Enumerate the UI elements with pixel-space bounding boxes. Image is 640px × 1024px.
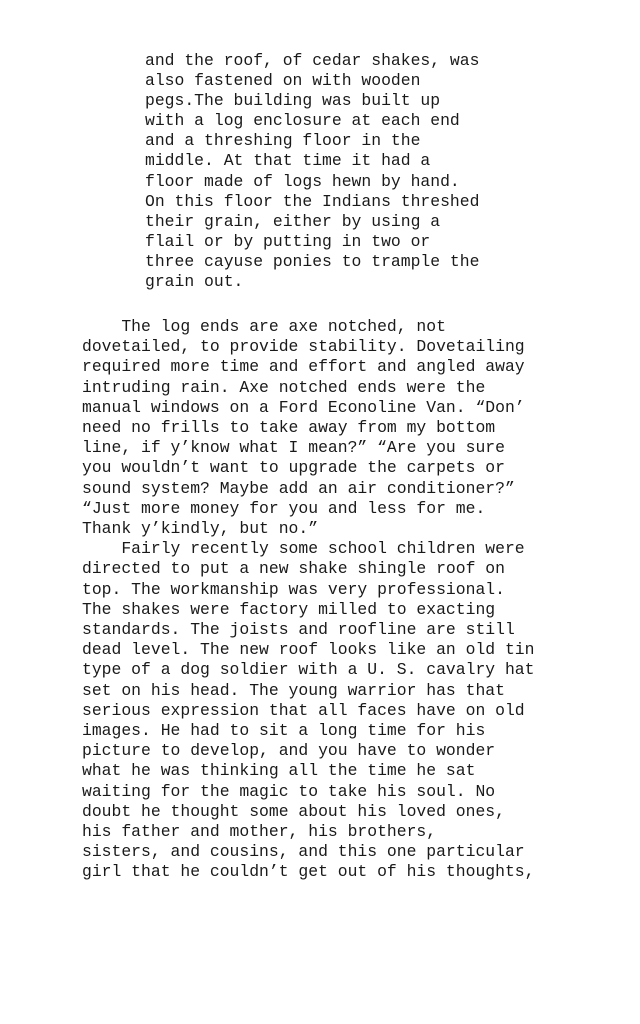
quote-line: with a log enclosure at each end <box>145 111 460 131</box>
quote-line: and the roof, of cedar shakes, was <box>145 51 480 70</box>
body-line: standards. The joists and roofline are still <box>82 620 515 640</box>
quote-line: and a threshing floor in the <box>145 131 421 151</box>
quote-line: On this floor the Indians threshed <box>145 191 480 211</box>
body-line: type of a dog soldier with a U. S. cavalry hat <box>82 660 535 680</box>
body-line: images. He had to sit a long time for his <box>82 721 486 741</box>
body-line: sound system? Maybe add an air conditioner?” <box>82 478 515 498</box>
body-line: Fairly recently some school children were <box>82 539 525 559</box>
body-line: dead level. The new roof looks like an old tin <box>82 640 535 660</box>
quote-line: their grain, either by using a <box>145 211 441 231</box>
body-line: girl that he couldn’t get out of his thoughts, <box>82 862 535 882</box>
body-line: picture to develop, and you have to wonder <box>82 741 496 761</box>
body-text <box>82 317 627 883</box>
quote-line: floor made of logs hewn by hand. <box>145 171 460 191</box>
body-line: doubt he thought some about his loved ones, <box>82 801 505 821</box>
body-line: what he was thinking all the time he sat <box>82 761 476 781</box>
body-line: dovetailed, to provide stability. Dovetailing <box>82 337 525 357</box>
body-line: The log ends are axe notched, not <box>82 317 446 336</box>
quote-line: middle. At that time it had a <box>145 151 431 171</box>
body-line: Thank y’kindly, but no.” <box>82 519 319 539</box>
body-line: you wouldn’t want to upgrade the carpets or <box>82 458 505 478</box>
body-line: top. The workmanship was very professional. <box>82 579 505 599</box>
body-line: sisters, and cousins, and this one particular <box>82 842 525 862</box>
body-line: set on his head. The young warrior has that <box>82 680 505 700</box>
body-line: manual windows on a Ford Econoline Van. “Don’ <box>82 397 525 417</box>
body-line: waiting for the magic to take his soul. No <box>82 781 496 801</box>
body-line: directed to put a new shake shingle roof on <box>82 559 505 579</box>
quote-line: three cayuse ponies to trample the <box>145 251 480 271</box>
quote-line: flail or by putting in two or <box>145 231 431 251</box>
body-line: intruding rain. Axe notched ends were the <box>82 377 486 397</box>
body-line: need no frills to take away from my bottom <box>82 418 496 438</box>
body-line: required more time and effort and angled away <box>82 357 525 377</box>
body-line: serious expression that all faces have on old <box>82 700 525 720</box>
body-line: his father and mother, his brothers, <box>82 822 437 842</box>
body-line: line, if y’know what I mean?” “Are you sure <box>82 438 505 458</box>
block-quote <box>145 51 565 292</box>
quote-line: also fastened on with wooden <box>145 71 421 91</box>
quote-line: pegs.The building was built up <box>145 91 441 111</box>
quote-line: grain out. <box>145 272 244 292</box>
body-line: The shakes were factory milled to exacting <box>82 599 496 619</box>
body-line: “Just more money for you and less for me. <box>82 498 486 518</box>
